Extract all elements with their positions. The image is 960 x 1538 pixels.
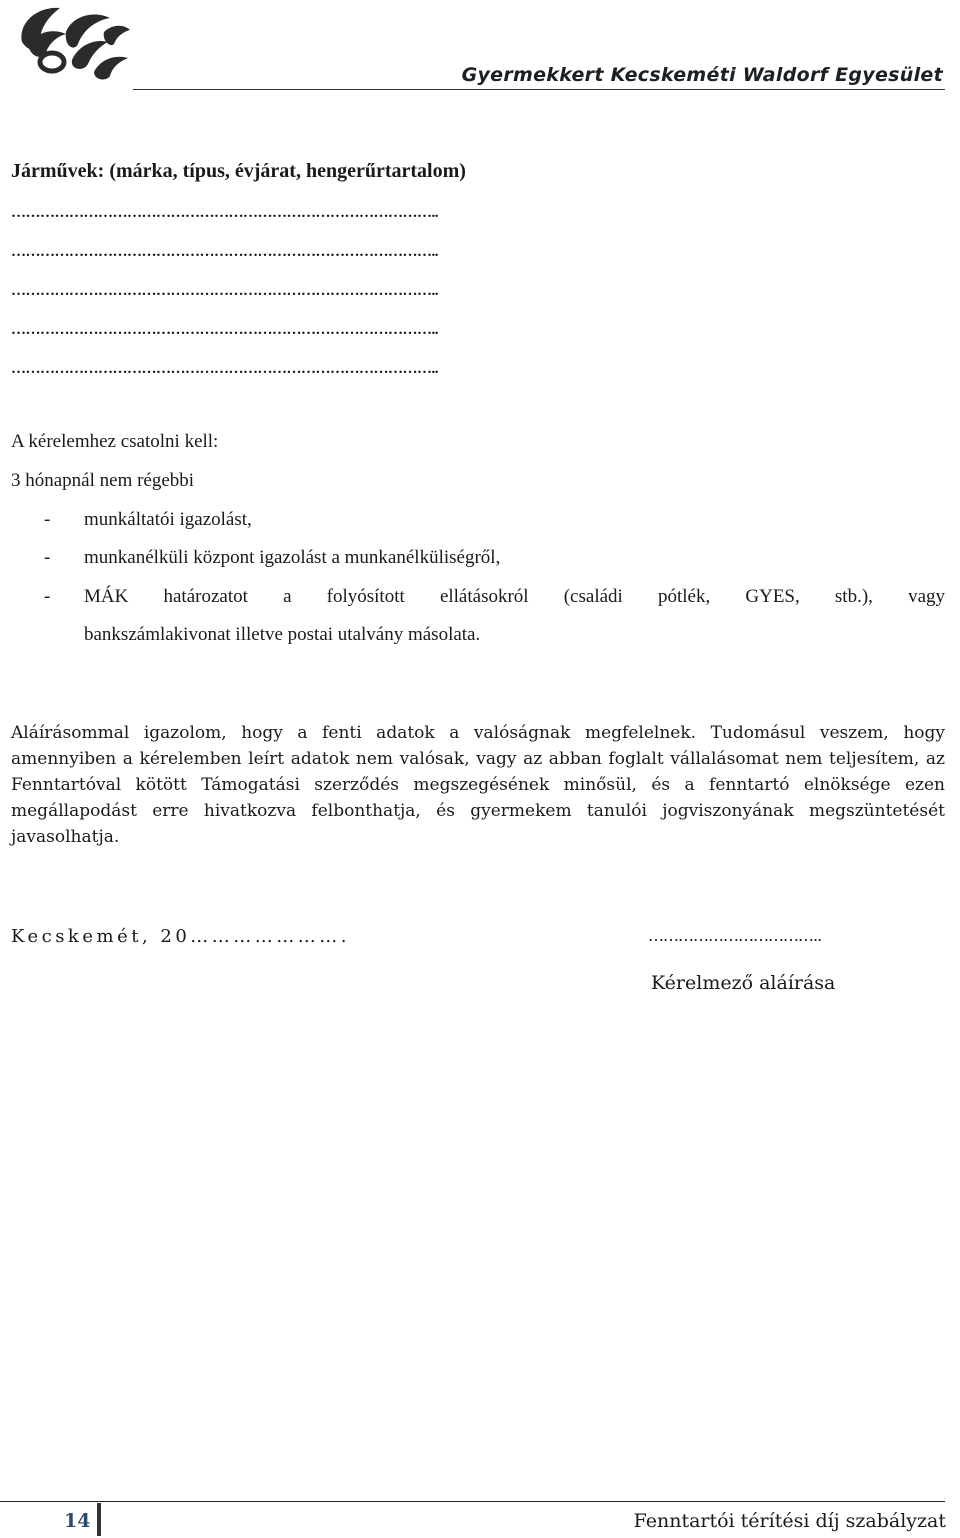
attachment-item: munkanélküli központ igazolást a munkanélküliségről, xyxy=(84,547,501,568)
declaration-paragraph: Aláírásommal igazolom, hogy a fenti adatok a valóságnak megfelelnek. Tudomásul veszem, hogy amennyiben a kérelemben leírt adatok nem valósak, vagy az abban foglalt vállalásomat nem teljesítem, az Fenntartóval kötött Támogatási szerződés megszegésének minősül, és a fenntartó elnöksége ezen megállapodást erre hivatkozva felbonthatja, és gyermekem tanulói jogviszonyának megszüntetését javasolhatja. xyxy=(11,723,945,847)
signature-label: Kérelmező aláírása xyxy=(651,972,836,994)
attachments-intro: A kérelemhez csatolni kell: xyxy=(11,431,219,452)
vehicle-line: …………………………………………………………………………….. xyxy=(11,322,438,338)
header-divider xyxy=(133,89,945,90)
word: (családi xyxy=(563,586,623,607)
attachment-item: bankszámlakivonat illetve postai utalvány másolata. xyxy=(84,624,481,645)
word: stb.), xyxy=(834,586,873,607)
vehicles-title: Járművek: (márka, típus, évjárat, hengerűrtartalom) xyxy=(11,160,466,182)
word: határozatot xyxy=(163,586,248,607)
word: GYES, xyxy=(745,586,800,607)
word: MÁK xyxy=(84,586,129,607)
vehicle-line: …………………………………………………………………………….. xyxy=(11,244,438,260)
signature-line: …………………………….. xyxy=(648,926,822,945)
page-number: 14 xyxy=(64,1510,91,1532)
attachment-item: munkáltatói igazolást, xyxy=(84,509,252,530)
list-bullet: - xyxy=(44,547,51,568)
vehicle-line: …………………………………………………………………………….. xyxy=(11,205,438,221)
list-bullet: - xyxy=(44,586,51,607)
vehicle-line: …………………………………………………………………………….. xyxy=(11,283,438,299)
word: vagy xyxy=(908,586,945,607)
organization-logo xyxy=(8,2,133,86)
footer-title: Fenntartói térítési díj szabályzat xyxy=(633,1510,946,1532)
organization-name: Gyermekkert Kecskeméti Waldorf Egyesület xyxy=(461,64,943,86)
word: a xyxy=(283,586,292,607)
vehicle-line: …………………………………………………………………………….. xyxy=(11,361,438,377)
place-date-field: Kecskemét, 20…………………. xyxy=(11,926,351,947)
word: folyósított xyxy=(326,586,405,607)
word: ellátásokról xyxy=(439,586,529,607)
attachments-age: 3 hónapnál nem régebbi xyxy=(11,470,195,491)
footer-separator xyxy=(97,1503,101,1536)
footer-divider xyxy=(0,1501,945,1502)
list-bullet: - xyxy=(44,509,51,530)
word: pótlék, xyxy=(657,586,711,607)
attachment-item xyxy=(84,586,945,608)
